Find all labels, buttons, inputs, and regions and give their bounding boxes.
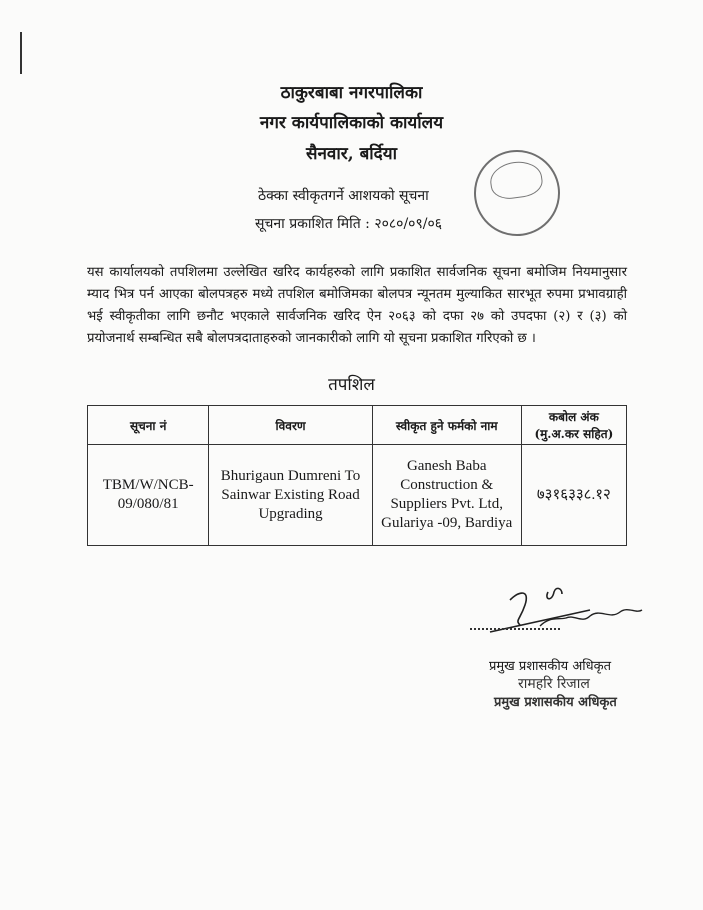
signatory-stamp-title: प्रमुख प्रशासकीय अधिकृत bbox=[494, 695, 617, 710]
cell-notice-no: TBM/W/NCB-09/080/81 bbox=[88, 445, 209, 546]
notice-published-date: सूचना प्रकाशित मिति : २०८०/०९/०६ bbox=[255, 216, 443, 232]
table-header-row bbox=[88, 406, 627, 445]
office-name: ठाकुरबाबा नगरपालिका bbox=[280, 83, 423, 103]
notice-title: ठेक्का स्वीकृतगर्ने आशयको सूचना bbox=[258, 188, 429, 204]
award-table bbox=[87, 405, 627, 546]
office-location: सैनवार, बर्दिया bbox=[306, 144, 397, 164]
notice-body: यस कार्यालयको तपशिलमा उल्लेखित खरिद कार्यहरुको लागि प्रकाशित सार्वजनिक सूचना बमोजिम नियमानुसार म्याद भित्र पर्न आएका बोलपत्रहरु मध्ये तपशिल बमोजिमका बोलपत्र न्यूनतम मुल्याकित सारभूत रुपमा प्रभावग्राही भई स्वीकृतीका लागि छनौट भएकाले सार्वजनिक खरिद ऐन २०६३ को दफा २७ को उपदफा (२) र (३) को प्रयोजनार्थ सम्बन्धित सबै बोलपत्रदाताहरुको जानकारीको लागि यो सूचना प्रकाशित गरिएको छ । bbox=[87, 265, 627, 346]
scan-edge-mark bbox=[20, 32, 22, 74]
signature-line bbox=[470, 628, 560, 630]
cell-description: Bhurigaun Dumreni To Sainwar Existing Road Upgrading bbox=[209, 445, 372, 546]
seal-year bbox=[486, 211, 557, 221]
office-subtitle: नगर कार्यपालिकाको कार्यालय bbox=[259, 113, 444, 133]
signatory-title: प्रमुख प्रशासकीय अधिकृत bbox=[489, 659, 612, 674]
header-bid-amount: कबोल अंक (मु.अ.कर सहित) bbox=[521, 406, 626, 445]
header-notice-no: सूचना नं bbox=[88, 406, 209, 445]
header-description: विवरण bbox=[209, 406, 372, 445]
table-row bbox=[88, 445, 627, 546]
seal-emblem-icon bbox=[488, 159, 545, 202]
handwritten-signature bbox=[470, 580, 650, 640]
cell-firm-name: Ganesh Baba Construction & Suppliers Pvt. Ltd, Gulariya -09, Bardiya bbox=[372, 445, 521, 546]
header-firm-name: स्वीकृत हुने फर्मको नाम bbox=[372, 406, 521, 445]
signatory-name: रामहरि रिजाल bbox=[518, 676, 590, 692]
cell-bid-amount: ७३१६३३८.१२ bbox=[521, 445, 626, 546]
table-title: तपशिल bbox=[328, 375, 375, 395]
